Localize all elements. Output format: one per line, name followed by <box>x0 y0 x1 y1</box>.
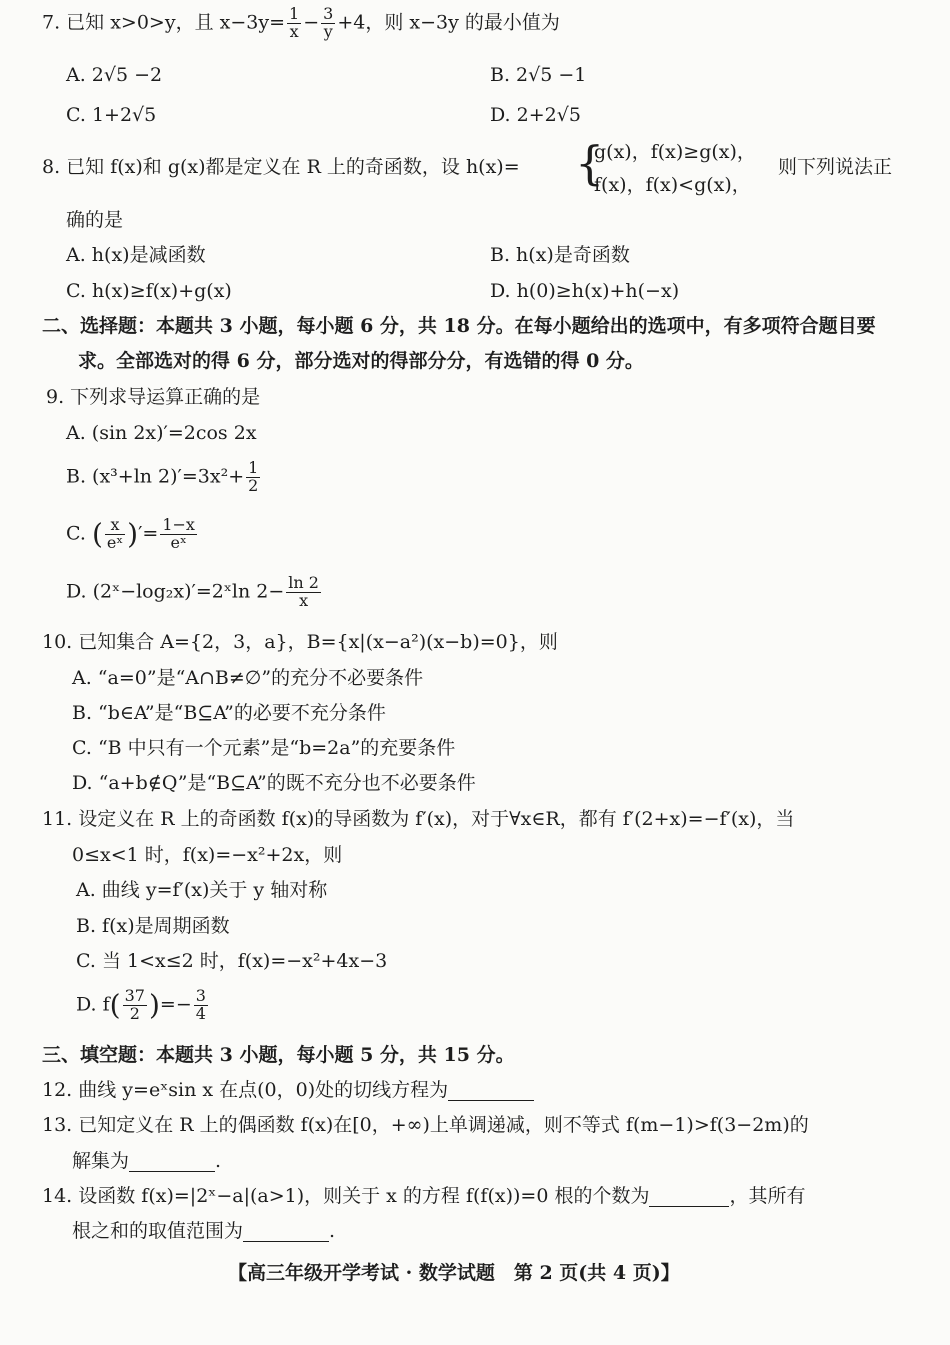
q9-stem: 9. 下列求导运算正确的是 <box>46 386 261 408</box>
q9-d-fraction: $\frac{\ln 2}{x}$ <box>288 573 319 610</box>
q10-option-d: D. “a+b∉Q”是“B⊆A”的既不充分也不必要条件 <box>72 772 476 794</box>
q7-option-c: C. 1+2√5 <box>66 104 157 126</box>
q14-range-blank[interactable] <box>243 1222 329 1242</box>
q11-option-b: B. f(x)是周期函数 <box>76 915 230 937</box>
q7-fraction-2: $\frac{3}{y}$ <box>323 4 334 41</box>
section3-heading: 三、填空题：本题共 3 小题，每小题 5 分，共 15 分。 <box>42 1044 515 1066</box>
q12-stem: 12. 曲线 y=eˣsin x 在点(0，0)处的切线方程为 <box>42 1081 534 1101</box>
q9-option-a: A. (sin 2x)′=2cos 2x <box>66 422 257 444</box>
q9-c-inner-fraction: $\frac{x}{\text{eˣ}}$ <box>106 515 124 552</box>
q9-option-d: D. (2ˣ−log₂x)′=2ˣln 2− $\frac{\ln 2}{x}$ <box>66 573 319 610</box>
page-footer: 【高三年级开学考试 · 数学试题 第 2 页(共 4 页)】 <box>228 1262 680 1284</box>
q12-answer-blank[interactable] <box>448 1081 534 1101</box>
q8-option-a: A. h(x)是减函数 <box>66 244 206 266</box>
q14-stem-line1: 14. 设函数 f(x)=|2ˣ−a|(a>1)，则关于 x 的方程 f(f(x))=0 根的个数为 ，其所有 <box>42 1185 806 1207</box>
q7-option-b: B. 2√5 −1 <box>490 64 587 86</box>
q7-stem-before: 7. 已知 x>0>y，且 x−3y= <box>42 11 286 34</box>
q9-c-fraction: $\frac{1-x}{\text{eˣ}}$ <box>162 515 195 552</box>
q8-stem-after: 则下列说法正 <box>778 156 893 178</box>
q7-option-a: A. 2√5 −2 <box>66 64 163 86</box>
q13-stem-line1: 13. 已知定义在 R 上的偶函数 f(x)在[0，+∞)上单调递减，则不等式 f(m−1)>f(3−2m)的 <box>42 1114 809 1136</box>
q9-option-b: B. (x³+ln 2)′=3x²+ $\frac{1}{2}$ <box>66 458 259 495</box>
q8-stem-cont: 确的是 <box>66 209 124 231</box>
q10-option-a: A. “a=0”是“A∩B≠∅”的充分不必要条件 <box>72 667 424 689</box>
q9-option-c: C. ( $\frac{x}{\text{eˣ}}$ )′= $\frac{1-x}{\text{eˣ}}$ <box>66 515 195 552</box>
q7-fraction-1: $\frac{1}{x}$ <box>289 4 300 41</box>
q10-stem: 10. 已知集合 A={2，3，a}，B={x|(x−a²)(x−b)=0}，则 <box>42 631 558 653</box>
q13-answer-blank[interactable] <box>129 1152 215 1172</box>
q8-option-b: B. h(x)是奇函数 <box>490 244 630 266</box>
q14-count-blank[interactable] <box>649 1187 729 1207</box>
q8-stem-before: 8. 已知 f(x)和 g(x)都是定义在 R 上的奇函数，设 h(x)= <box>42 156 520 178</box>
q14-stem-line2: 根之和的取值范围为 . <box>72 1220 336 1242</box>
q9-b-fraction: $\frac{1}{2}$ <box>248 458 259 495</box>
q8-piecewise-brace: { <box>575 136 605 190</box>
q11-stem-line2: 0≤x<1 时，f(x)=−x²+2x，则 <box>72 844 343 866</box>
q11-option-d: D. f( $\frac{37}{2}$ )=− $\frac{3}{4}$ <box>76 986 206 1023</box>
q11-option-c: C. 当 1<x≤2 时，f(x)=−x²+4x−3 <box>76 950 388 972</box>
q7-stem: 7. 已知 x>0>y，且 x−3y= $\frac{1}{x}$ − $\frac{3}{y}$ +4，则 x−3y 的最小值为 <box>42 4 560 41</box>
q7-stem-after: +4，则 x−3y 的最小值为 <box>337 11 560 34</box>
q13-stem-line2: 解集为 . <box>72 1150 222 1172</box>
section2-heading-line1: 二、选择题：本题共 3 小题，每小题 6 分，共 18 分。在每小题给出的选项中，有多项符合题目要 <box>42 315 876 337</box>
q8-option-c: C. h(x)≥f(x)+g(x) <box>66 280 232 302</box>
q8-option-d: D. h(0)≥h(x)+h(−x) <box>490 280 680 302</box>
q10-option-b: B. “b∈A”是“B⊆A”的必要不充分条件 <box>72 702 386 724</box>
q10-option-c: C. “B 中只有一个元素”是“b=2a”的充要条件 <box>72 737 456 759</box>
section2-heading-line2: 求。全部选对的得 6 分，部分选对的得部分分，有选错的得 0 分。 <box>78 350 644 372</box>
q11-d-fraction: $\frac{3}{4}$ <box>195 986 206 1023</box>
q8-case-1: g(x)，f(x)≥g(x)， <box>594 141 756 163</box>
q7-option-d: D. 2+2√5 <box>490 104 581 126</box>
q11-option-a: A. 曲线 y=f′(x)关于 y 轴对称 <box>76 879 328 901</box>
q8-case-2: f(x)，f(x)<g(x)， <box>594 174 751 196</box>
q11-d-inner-fraction: $\frac{37}{2}$ <box>124 986 145 1023</box>
q11-stem-line1: 11. 设定义在 R 上的奇函数 f(x)的导函数为 f′(x)，对于∀x∈R，都有 f′(2+x)=−f′(x)，当 <box>42 808 795 830</box>
